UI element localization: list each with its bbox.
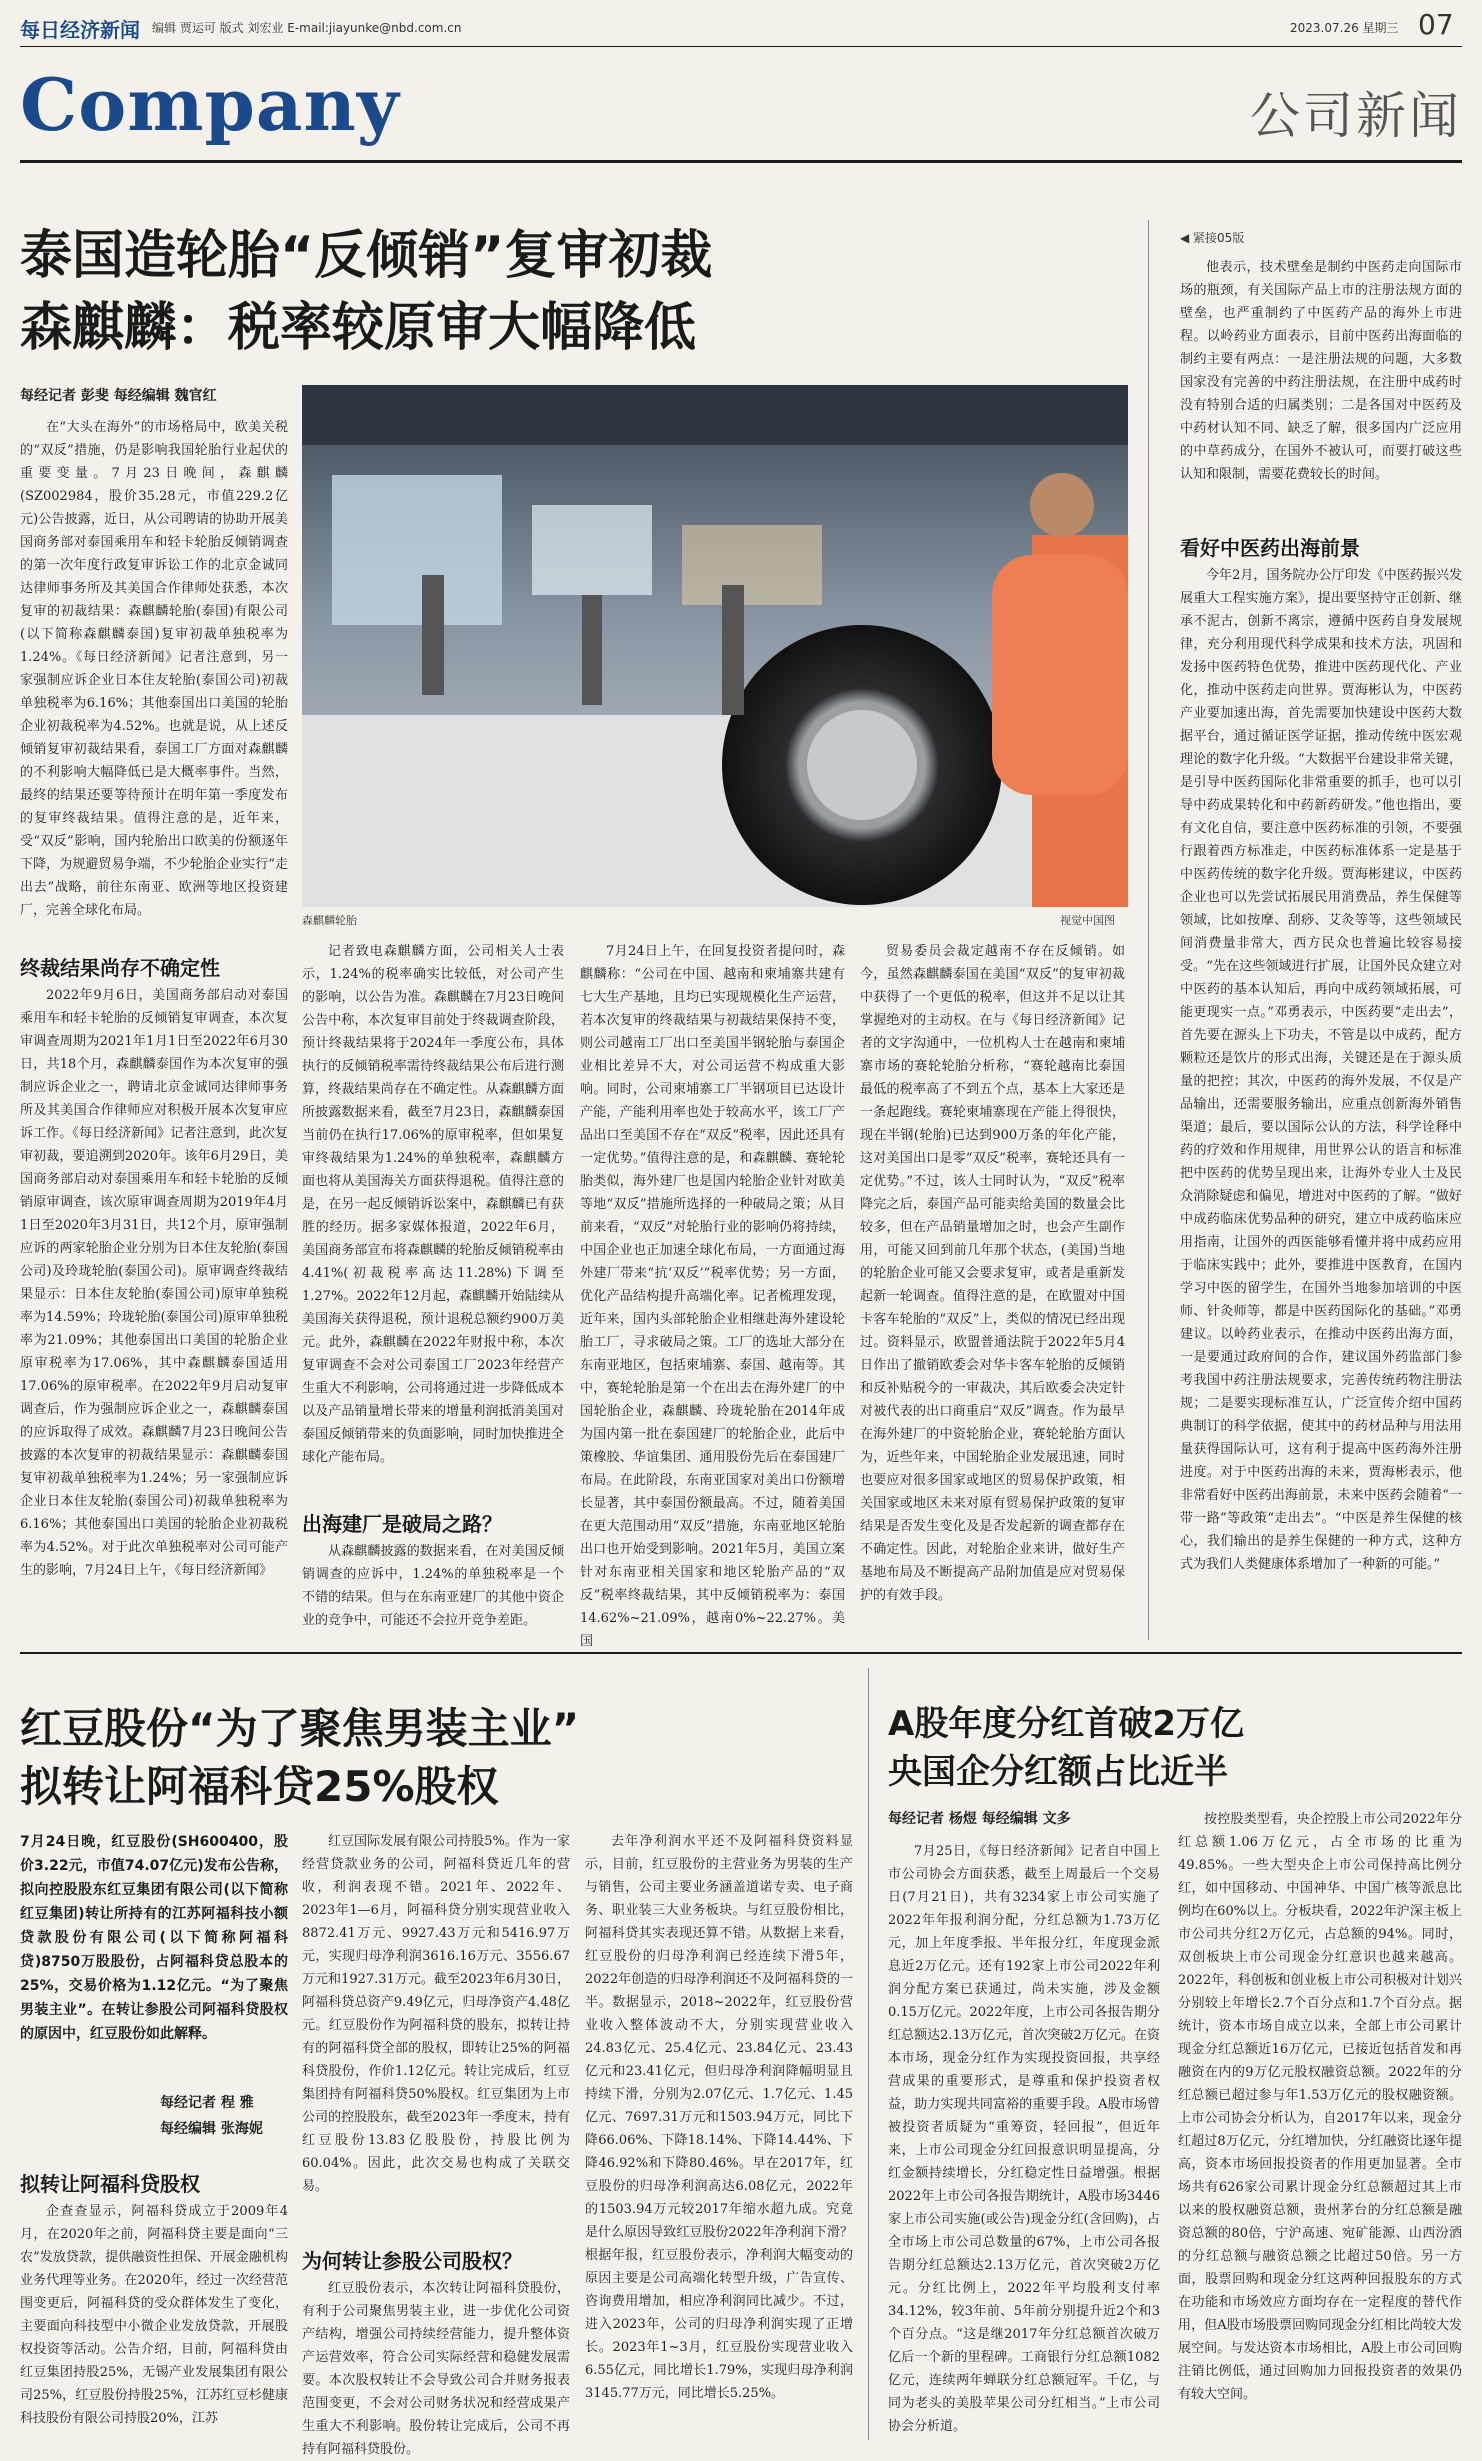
- article2-byline-reporter: 每经记者 程 雅: [160, 2095, 254, 2111]
- article1-subheading2: 出海建厂是破局之路？: [302, 1512, 502, 1536]
- article3-headline-line2: 央国企分红额占比近半: [888, 1752, 1228, 1792]
- article1-column2-tail: [302, 1540, 564, 1636]
- article3-paragraph: 7月25日，《每日经济新闻》记者自中国上市公司协会方面获悉，截至上周最后一个交易日(7月21日)，共有3234家上市公司实施了2022年年报利润分配，分红总额为1.73万亿元，加上年度季报、半年报分红，年度现金派息近2万亿元。还有192家上市公司2022年利润分配方案已获通过，尚未实施，涉及金额0.15万亿元。2022年度，上市公司各报告期分红总额达2.13万亿元，首次突破2万亿元。在资本市场，现金分红作为实现投资回报，共享经营成果的重要形式，是尊重和保护投资者权益，助力实现共同富裕的重要手段。A股市场曾被投资者质疑为“重筹资，轻回报”，但近年来，上市公司现金分红回报意识明显提高，分红金额持续增长，分红稳定性日益增强。根据2022年上市公司各报告期统计，A股市场3446家上市公司实施(或公告)现金分红(含回购)，占全市场上市公司总数量的67%，上市公司各报告期分红总额达2.13万亿元，首次突破2万亿元。分红比例上，2022年平均股利支付率34.12%，较3年前、5年前分别提升近2个和3个百分点。“这是继2017年分红总额首次破万亿后一个新的里程碑。工商银行分红总额1082亿元，连续两年蝉联分红总额冠军。千亿，与同为老头的美股苹果公司分红相当。”上市公司协会分析道。: [888, 1844, 1160, 2434]
- column-divider: [1148, 220, 1149, 1640]
- article2-byline-editor: 每经编辑 张海妮: [160, 2121, 263, 2137]
- article3-paragraph: 按控股类型看，央企控股上市公司2022年分红总额1.06万亿元，占全市场的比重为49.85%。一些大型央企上市公司保持高比例分红，如中国移动、中国神华、中国广核等派息比例均在60%以上。分板块看，2022年沪深主板上市公司共分红2万亿元，占总额的94%。同时，双创板块上市公司现金分红意识也越来越高。2022年，科创板和创业板上市公司积极对计划兴分别较上年增长2.7个百分点和1.7个百分点。据统计，资本市场自成立以来，全部上市公司累计现金分红总额近16万亿元，已接近包括首发和再融资在内的9万亿元股权融资总额。2022年的分红总额已超过参与年1.53万亿元的股权融资额。上市公司协会分析认为，自2017年以来，现金分红超过8万亿元，分红增加快，分红融资比逐年提高，资本市场回报投资者的作用更加显著。全市场共有626家公司累计现金分红总额超过其上市以来的股权融资总额，贵州茅台的分红总额是融资总额的80倍，宁沪高速、宛矿能源、山西汾酒的分红总额与融资总额之比超过50倍。另一方面，股票回购和现金分红这两种回报股东的方式在功能和市场效应方面均存在一定程度的替代作用，但A股市场股票回购同现金分红相比尚较大发展空间。与发达资本市场相比，A股上市公司回购注销比例低，通过回购加力回报投资者的效果仍有较大空间。: [1178, 1812, 1462, 2402]
- column-divider: [868, 1668, 869, 2440]
- article1-column3-body: [580, 940, 845, 1649]
- paper-name: 每日经济新闻: [20, 18, 140, 42]
- photo-illustration: [302, 385, 1128, 907]
- article1-subheading1: 终裁结果尚存不确定性: [20, 956, 220, 980]
- tcm-subheading: 看好中医药出海前景: [1180, 536, 1360, 560]
- article1-paragraph: 在“大头在海外”的市场格局中，欧美关税的“双反”措施，仍是影响我国轮胎行业起伏的重要变量。7月23日晚间，森麒麟(SZ002984，股价35.28元，市值229.2亿元)公告披露，近日，从公司聘请的协助开展美国商务部对泰国乘用车和轻卡轮胎反倾销调查的第一次年度行政复审诉讼工作的北京金诚同达律师事务所及其美国合作律师处获悉，本次复审的初裁结果：森麒麟轮胎(泰国)有限公司(以下简称森麒麟泰国)复审初裁单独税率为1.24%。《每日经济新闻》记者注意到，另一家强制应诉企业日本住友轮胎(泰国公司)初裁单独税率为6.16%；其他泰国出口美国的轮胎企业初裁税率为4.52%。也就是说，从上述反倾销复审初裁结果看，泰国工厂方面对森麒麟的不利影响大幅降低已是大概率事件。当然，最终的结果还要等待预计在明年第一季度发布的复审终裁结果。值得注意的是，近年来，受“双反”影响，国内轮胎出口欧美的份额逐年下降，为规避贸易争端，不少轮胎企业实行“走出去”战略，前往东南亚、欧洲等地区投资建厂，完善全球化布局。: [20, 420, 288, 918]
- article2-column1-body: [20, 2200, 288, 2440]
- photo-caption: 森麒麟轮胎: [302, 914, 357, 927]
- article3-headline-line1: A股年度分红首破2万亿: [888, 1704, 1244, 1744]
- article2-headline-line1: 红豆股份“为了聚焦男装主业”: [20, 1704, 580, 1753]
- masthead-rule: [20, 160, 1462, 163]
- header-rule: [20, 46, 1462, 47]
- article1-paragraph: 7月24日上午，在回复投资者提问时，森麒麟称：“公司在中国、越南和柬埔寨共建有七大生产基地，且均已实现规模化生产运营，若本次复审的终裁结果与初裁结果保持不变，则公司越南工厂出口至美国半钢轮胎与泰国企业相比差异不大，对公司运营不构成重大影响。同时，公司柬埔寨工厂半钢项目已达设计产能，产能利用率也处于较高水平，该工厂产品出口至美国不存在“双反”税率，因此还具有一定优势。”值得注意的是，和森麒麟、赛轮轮胎类似，海外建厂也是国内轮胎企业针对欧美等地“双反”措施所选择的一种破局之策；从目前来看，“双反”对轮胎行业的影响仍将持续，中国企业也正加速全球化布局，一方面通过海外建厂带来“抗‘双反’”税率优势；另一方面，优化产品结构提升高端化率。记者梳理发现，近年来，国内头部轮胎企业相继赴海外建设轮胎工厂，寻求破局之策。工厂的选址大部分在东南亚地区，包括柬埔寨、泰国、越南等。其中，赛轮轮胎是第一个在出去在海外建厂的中国轮胎企业，森麒麟、玲珑轮胎在2014年成为国内第一批在泰国建厂的轮胎企业，此后中策橡胶、华谊集团、通用股份先后在泰国建厂布局。在此阶段，东南亚国家对美出口份额增长显著，其中泰国份额最高。不过，随着美国在更大范围动用“双反”措施，东南亚地区轮胎出口也开始受到影响。2021年5月，美国立案针对东南亚相关国家和地区轮胎产品的“双反”税率终裁结果，其中反倾销税率为：泰国14.62%~21.09%，越南0%~22.27%。美国: [580, 944, 845, 1649]
- tire-expo-photo: [302, 385, 1128, 907]
- article1-column2-body: [302, 940, 564, 1495]
- section-masthead: Company: [20, 62, 400, 147]
- article1-column1-body: [20, 984, 288, 1636]
- article2-subheading1: 拟转让阿福科贷股权: [20, 2172, 200, 2196]
- article3-column2-body: [1178, 1808, 1462, 2440]
- article1-paragraph: 贸易委员会裁定越南不存在反倾销。如今，虽然森麒麟泰国在美国“双反”的复审初裁中获得了一个更低的税率，但这并不足以让其掌握绝对的主动权。在与《每日经济新闻》记者的文字沟通中，一位机构人士在越南和柬埔寨市场的赛轮轮胎分析称，“赛轮越南比泰国最低的税率高了不到五个点，基本上大家还是一条起跑线。赛轮柬埔寨现在产能上得很快，现在半钢(轮胎)已达到900万条的年化产能，这对美国出口是零“双反”税率，赛轮还具有一定优势。”不过，该人士同时认为，“双反”税率降完之后，泰国产品可能卖给美国的数量会比较多，但在产品销量增加之时，也会产生副作用，可能又回到前几年那个状态，(美国)当地的轮胎企业可能又会要求复审，或者是重新发起新一轮调查。值得注意的是，在欧盟对中国卡客车轮胎的“双反”上，类似的情况已经出现过。资料显示，欧盟普通法院于2022年5月4日作出了撤销欧委会对华卡客车轮胎的反倾销和反补贴税今的一审裁决，其后欧委会决定针对被代表的出口商重启“双反”调查。作为最早在海外建厂的中资轮胎企业，赛轮轮胎方面认为，近些年来，中国轮胎企业发展迅速，同时也要应对很多国家或地区的贸易保护政策，相关国家或地区未来对原有贸易保护政策的复审结果是否发生变化及是否发起新的调查都存在不确定性。因此，对轮胎企业来讲，做好生产基地布局及不断提高产品附加值是应对贸易保护的有效手段。: [860, 944, 1125, 1603]
- section-title-cn: 公司新闻: [1250, 87, 1462, 145]
- page-number: 07: [1418, 8, 1454, 41]
- article2-paragraph: 红豆股份表示，本次转让阿福科贷股份，有利于公司聚焦男装主业，进一步优化公司资产结构，增强公司持续经营能力，提升整体资产运营效率，符合公司实际经营和稳健发展需要。本次股权转让不会导致公司合并财务报表范围变更，不会对公司财务状况和经营成果产生重大不利影响。股份转让完成后，公司不再持有阿福科贷股份。: [302, 2281, 570, 2457]
- article1-headline-line1: 泰国造轮胎“反倾销”复审初裁: [20, 226, 713, 286]
- article2-column2-body: [302, 1830, 570, 2230]
- continued-from-label: ◀ 紧接05版: [1180, 231, 1245, 245]
- editor-credits: 编辑 贾运可 版式 刘宏业 E-mail:jiayunke@nbd.com.cn: [152, 21, 462, 35]
- article1-headline: [20, 220, 900, 364]
- article2-paragraph: 去年净利润水平还不及阿福科贷资料显示，目前，红豆股份的主营业务为男装的生产与销售，公司主要业务涵盖道诺专卖、电子商务、职业装三大业务板块。与红豆股份相比，阿福科贷其实表现还算不错。从数据上来看，红豆股份的归母净利润已经连续下滑5年，2022年创造的归母净利润还不及阿福科贷的一半。数据显示，2018~2022年，红豆股份营业收入整体波动不大，分别实现营业收入24.83亿元、25.4亿元、23.84亿元、23.43亿元和23.41亿元，但归母净利润降幅明显且持续下滑，分别为2.07亿元、1.7亿元、1.45亿元、7697.31万元和1503.94万元，同比下降66.06%、下降18.14%、下降14.44%、下降46.92%和下降80.46%。早在2017年，红豆股份的归母净利润高达6.08亿元，2022年的1503.94万元较2017年缩水超九成。究竟是什么原因导致红豆股份2022年净利润下滑？根据年报，红豆股份表示，净利润大幅变动的原因主要是公司高端化转型升级，广告宣传、咨询费用增加，相应净利润同比减少。不过，进入2023年，公司的归母净利润实现了正增长。2023年1~3月，红豆股份实现营业收入6.55亿元，同比增长1.79%，实现归母净利润3145.77万元，同比增长5.25%。: [585, 1834, 853, 2401]
- article1-byline: 每经记者 彭斐 每经编辑 魏官红: [20, 388, 217, 404]
- tcm-paragraph: 今年2月，国务院办公厅印发《中医药振兴发展重大工程实施方案》，提出要坚持守正创新、继承不泥古，创新不离宗，遵循中医药自身发展规律，充分利用现代科学成果和技术方法，巩固和发扬中医药特色优势，推进中医药现代化、产业化，推动中医药走向世界。贾海彬认为，中医药产业要加速出海，首先需要加快建设中医药大数据平台，通过循证医学证据，推动传统中医宏观理论的数字化升级。“大数据平台建设非常关键，是引导中医药国际化非常重要的抓手，也可以引导中药成果转化和中药新药研发。”他也指出，要有文化自信，要注意中医药标准的引领，不要强行跟着西方标准走，中医药标准体系一定是基于中医药传统的数字化升级。贾海彬建议，中医药企业也可以先尝试拓展民用消费品，养生保健等领域，比如按摩、刮痧、艾灸等等，这些领域民间消费量非常大，西方民众也普遍比较容易接受。“先在这些领域进行扩展，让国外民众建立对中医药的基本认知后，再向中成药领域拓展，可能更现实一点。”邓勇表示，中医药要“走出去”，首先要在源头上下功夫，不管是以中成药，配方颗粒还是饮片的形式出海，关键还是在于源头质量的把控；其次，中医药的海外发展，不仅是产品输出，还需要服务输出，应重点创新海外销售渠道；最后，要以国际公认的方法，科学诠释中药的疗效和作用规律，用世界公认的语言和标准把中医药的优势呈现出来，让海外专业人士及民众消除疑虑和偏见，增进对中医药的了解。“做好中成药临床优势品种的研究，建立中成药临床应用指南，让国外的西医能够看懂并将中成药应用于临床实践中；此外，要推进中医教育，在国内学习中医的留学生，在国外当地参加培训的中医师、针灸师等，都是中医药国际化的基础。”邓勇建议。以岭药业表示，在推动中医药出海方面，一是要通过政府间的合作，建议国外药监部门参考我国中药注册法规要求，完善传统药物注册法规；二是要实现标准互认，广泛宣传介绍中国药典制订的科学依据，使其中的药材品种与用法用量获得国际认可，这有利于提高中医药海外注册进度。对于中医药出海的未来，贾海彬表示，他非常看好中医药出海前景，未来中医药会随着“一带一路”等政策“走出去”。“中医是养生保健的核心，我们输出的是养生保健的一种方式，这种方式为我们人类健康体系增加了一种新的可能。”: [1180, 568, 1462, 1572]
- tcm-paragraph: 他表示，技术壁垒是制约中医药走向国际市场的瓶颈，有关国际产品上市的注册法规方面的壁垒，也严重制约了中医药产品的海外上市进程。以岭药业方面表示，目前中医药出海面临的制约主要有两点：一是注册法规的问题，大多数国家没有完善的中药注册法规，在注册中成药时没有特别合适的归属类别；二是各国对中医药及中药材认知不同、缺乏了解，很多国内广泛应用的中草药成分，在国外不被认可，而要打破这些认知和限制，需要花费较长的时间。: [1180, 260, 1462, 482]
- article2-subheading2: 为何转让参股公司股权？: [302, 2249, 522, 2273]
- article2-headline-line2: 拟转让阿福科贷25%股权: [20, 1762, 499, 1811]
- article2-headline: [20, 1700, 900, 1816]
- article1-paragraph: 从森麒麟披露的数据来看，在对美国反倾销调查的应诉中，1.24%的单独税率是一个不错的结果。但与在东南亚建厂的其他中资企业的竞争中，可能还不会拉开竞争差距。: [302, 1544, 564, 1628]
- article3-byline: 每经记者 杨煜 每经编辑 文多: [888, 1811, 1071, 1827]
- section-rule: [20, 1652, 1462, 1654]
- article2-lead: 7月24日晚，红豆股份(SH600400，股价3.22元，市值74.07亿元)发布公告称，拟向控股股东红豆集团有限公司(以下简称红豆集团)转让所持有的江苏阿福科技小额贷款股份有限公司(以下简称阿福科贷)8750万股股份，占阿福科贷总股本的25%，交易价格为1.12亿元。“为了聚焦男装主业”。在转让参股公司阿福科贷股权的原因中，红豆股份如此解释。: [20, 1834, 288, 2042]
- article1-paragraph: 2022年9月6日，美国商务部启动对泰国乘用车和轻卡轮胎的反倾销复审调查，本次复审调查周期为2021年1月1日至2022年6月30日，共18个月，森麒麟泰国作为本次复审的强制应诉企业之一，聘请北京金诚同达律师事务所及其美国合作律师应对积极开展本次复审应诉工作。《每日经济新闻》记者注意到，此次复审初裁，要追溯到2020年。该年6月29日，美国商务部启动对泰国乘用车和轻卡轮胎的反倾销原审调查，该次原审调查周期为2019年4月1日至2020年3月31日，共12个月，原审强制应诉的两家轮胎企业分别为日本住友轮胎(泰国公司)及玲珑轮胎(泰国公司)。原审调查终裁结果显示：日本住友轮胎(泰国公司)原审单独税率为14.59%；玲珑轮胎(泰国公司)原审单独税率为21.09%；其他泰国出口美国的轮胎企业原审税率为17.06%，其中森麒麟泰国适用17.06%的原审税率。在2022年9月启动复审调查后，作为强制应诉企业之一，森麒麟泰国的应诉取得了成效。森麒麟7月23日晚间公告披露的本次复审的初裁结果显示：森麒麟泰国复审初裁单独税率为1.24%；另一家强制应诉企业日本住友轮胎(泰国公司)初裁单独税率为6.16%；其他泰国出口美国的轮胎企业初裁税率为4.52%。对于此次单独税率对公司可能产生的影响，7月24日上午，《每日经济新闻》: [20, 988, 288, 1578]
- photo-credit: 视觉中国图: [1060, 914, 1115, 927]
- article1-column4-body: [860, 940, 1125, 1636]
- issue-date: 2023.07.26 星期三: [1290, 21, 1399, 35]
- article3-column1-body: [888, 1840, 1160, 2440]
- article2-paragraph: 企查查显示，阿福科贷成立于2009年4月，在2020年之前，阿福科贷主要是面向“三农”发放贷款，提供融资性担保、开展金融机构业务代理等业务。在2020年，经过一次经营范围变更后，阿福科贷的受众群体发生了变化，主要面向科技型中小微企业发放贷款，开展股权投资等活动。公告介绍，目前，阿福科贷由红豆集团持股25%，无锡产业发展集团有限公司25%，红豆股份持股25%，江苏红豆杉健康科技股份有限公司持股20%，江苏: [20, 2204, 288, 2426]
- article2-column3-body: [585, 1830, 853, 2440]
- tcm-intro: [1180, 256, 1462, 520]
- article3-headline: [888, 1700, 1462, 1796]
- tcm-body: [1180, 564, 1462, 1636]
- article1-paragraph: 记者致电森麒麟方面，公司相关人士表示，1.24%的税率确实比较低，对公司产生的影响，以公告为准。森麒麟在7月23日晚间公告中称，本次复审目前处于终裁调查阶段，预计终裁结果将于2024年一季度公布，具体执行的反倾销税率需待终裁结果公布后进行测算，终裁结果尚存在不确定性。从森麒麟方面所披露数据来看，截至7月23日，森麒麟泰国当前仍在执行17.06%的原审税率，但如果复审终裁结果为1.24%的单独税率，森麒麟方面也将从美国海关方面获得退税。值得注意的是，在另一起反倾销诉讼案中，森麒麟已有获胜的经历。据多家媒体报道，2022年6月，美国商务部宣布将森麒麟的轮胎反倾销税率由4.41%(初裁税率高达11.28%)下调至1.27%。2022年12月起，森麒麟开始陆续从美国海关获得退税，预计退税总额约900万美元。此外，森麒麟在2022年财报中称，本次复审调查不会对公司泰国工厂2023年经营产生重大不利影响，公司将通过进一步降低成本以及产品销量增长带来的增量利润抵消美国对泰国反倾销带来的负面影响，同时加快推进全球化产能布局。: [302, 944, 564, 1465]
- article2-paragraph: 红豆国际发展有限公司持股5%。作为一家经营贷款业务的公司，阿福科贷近几年的营收，利润表现不错。2021年、2022年、2023年1—6月，阿福科贷分别实现营业收入8872.41万元、9927.43万元和5416.97万元，实现归母净利润3616.16万元、3556.67万元和1927.31万元。截至2023年6月30日，阿福科贷总资产9.49亿元，归母净资产4.48亿元。红豆股份作为阿福科贷的股东，拟转让持有的阿福科贷全部的股权，即转让25%的阿福科贷股份，作价1.12亿元。转让完成后，红豆集团持有阿福科贷50%股权。红豆集团为上市公司的控股股东，截至2023年一季度末，持有红豆股份13.83亿股股份，持股比例为60.04%。因此，此次交易也构成了关联交易。: [302, 1834, 570, 2194]
- article2-column2-tail: [302, 2277, 570, 2457]
- article1-column1-intro: [20, 416, 288, 936]
- article1-headline-line2: 森麒麟：税率较原审大幅降低: [20, 298, 697, 358]
